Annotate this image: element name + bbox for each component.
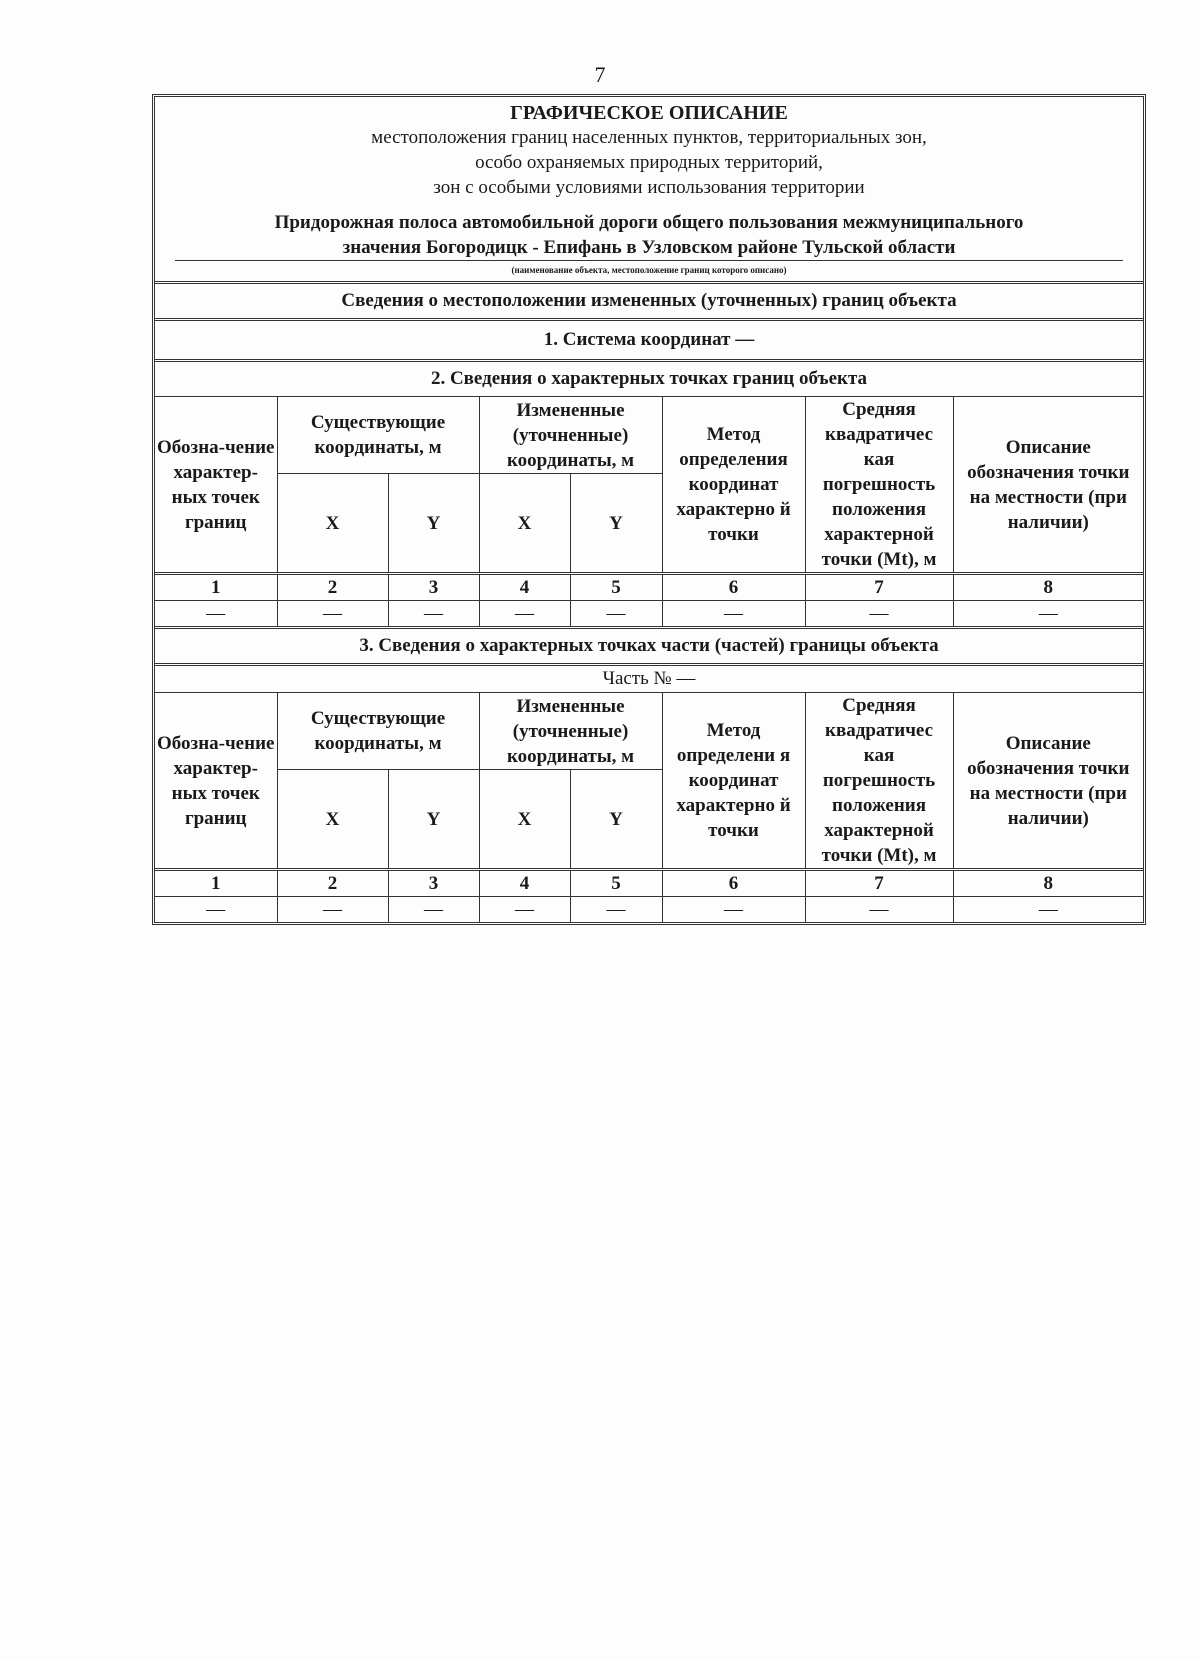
table-cell: — (570, 601, 662, 627)
header-x-changed: X (479, 474, 570, 574)
part-number: Часть № — (155, 666, 1143, 693)
column-number: 6 (662, 574, 805, 601)
header-mean-error: Средняя квадратичес кая погрешность положения характерной точки (Mt), м (805, 693, 953, 870)
column-number: 7 (805, 574, 953, 601)
table-cell: — (662, 601, 805, 627)
table-cell: — (570, 897, 662, 923)
header-y-existing: Y (388, 770, 479, 870)
header-method: Метод определения координат характерно й точки (662, 397, 805, 574)
section-3 (155, 629, 1143, 922)
subtitle-line-1: местоположения границ населенных пунктов, территориальных зон, (371, 127, 927, 148)
subtitle-line-2: особо охраняемых природных территорий, (475, 152, 823, 173)
header-y-existing: Y (388, 474, 479, 574)
object-name-line-1: Придорожная полоса автомобильной дороги общего пользования межмуниципального (274, 212, 1024, 233)
document-title: ГРАФИЧЕСКОЕ ОПИСАНИЕ (510, 102, 788, 124)
column-number: 2 (277, 870, 388, 897)
header-point-designation: Обозна-чение характер-ных точек границ (155, 693, 277, 870)
table-cell: — (953, 601, 1143, 627)
table-cell: — (277, 601, 388, 627)
column-number: 8 (953, 870, 1143, 897)
column-number: 3 (388, 574, 479, 601)
object-name-line-2: значения Богородицк - Епифань в Узловском районе Тульской области (342, 237, 956, 258)
table-cell: — (388, 897, 479, 923)
section-3-table (155, 693, 1143, 922)
header-method: Метод определени я координат характерно й точки (662, 693, 805, 870)
header-y-changed: Y (570, 770, 662, 870)
table-row (155, 601, 1143, 627)
header-description: Описание обозначения точки на местности (при наличии) (953, 397, 1143, 574)
column-number: 5 (570, 574, 662, 601)
section-2-title: 2. Сведения о характерных точках границ объекта (155, 362, 1143, 397)
column-number: 2 (277, 574, 388, 601)
table-cell: — (479, 601, 570, 627)
table-cell: — (155, 601, 277, 627)
object-name (175, 210, 1123, 261)
column-number: 1 (155, 574, 277, 601)
column-number: 3 (388, 870, 479, 897)
header-existing-coordinates: Существующие координаты, м (277, 693, 479, 770)
column-numbers-row (155, 574, 1143, 601)
subtitle-line-3: зон с особыми условиями использования территории (433, 177, 865, 198)
header-block (155, 97, 1143, 284)
header-existing-coordinates: Существующие координаты, м (277, 397, 479, 474)
object-name-caption: (наименование объекта, местоположение границ которого описано) (511, 265, 787, 275)
document-frame (152, 94, 1146, 925)
header-x-existing: X (277, 474, 388, 574)
table-cell: — (953, 897, 1143, 923)
section-2 (155, 362, 1143, 629)
column-number: 4 (479, 870, 570, 897)
table-cell: — (805, 897, 953, 923)
table-row (155, 897, 1143, 923)
changed-boundaries-heading: Сведения о местоположении измененных (уточненных) границ объекта (155, 284, 1143, 321)
table-cell: — (662, 897, 805, 923)
header-x-existing: X (277, 770, 388, 870)
table-cell: — (479, 897, 570, 923)
table-cell: — (805, 601, 953, 627)
header-x-changed: X (479, 770, 570, 870)
section-2-table (155, 397, 1143, 626)
header-y-changed: Y (570, 474, 662, 574)
page-number: 7 (594, 62, 606, 87)
header-changed-coordinates: Измененные (уточненные) координаты, м (479, 693, 662, 770)
section-3-title: 3. Сведения о характерных точках части (частей) границы объекта (155, 629, 1143, 666)
column-numbers-row (155, 870, 1143, 897)
column-number: 4 (479, 574, 570, 601)
table-cell: — (277, 897, 388, 923)
column-number: 8 (953, 574, 1143, 601)
header-point-designation: Обозна-чение характер-ных точек границ (155, 397, 277, 574)
column-number: 7 (805, 870, 953, 897)
column-number: 6 (662, 870, 805, 897)
table-cell: — (388, 601, 479, 627)
column-number: 5 (570, 870, 662, 897)
header-mean-error: Средняя квадратичес кая погрешность положения характерной точки (Mt), м (805, 397, 953, 574)
header-description: Описание обозначения точки на местности (при наличии) (953, 693, 1143, 870)
header-changed-coordinates: Измененные (уточненные) координаты, м (479, 397, 662, 474)
table-cell: — (155, 897, 277, 923)
coordinate-system-heading: 1. Система координат — (155, 321, 1143, 362)
column-number: 1 (155, 870, 277, 897)
